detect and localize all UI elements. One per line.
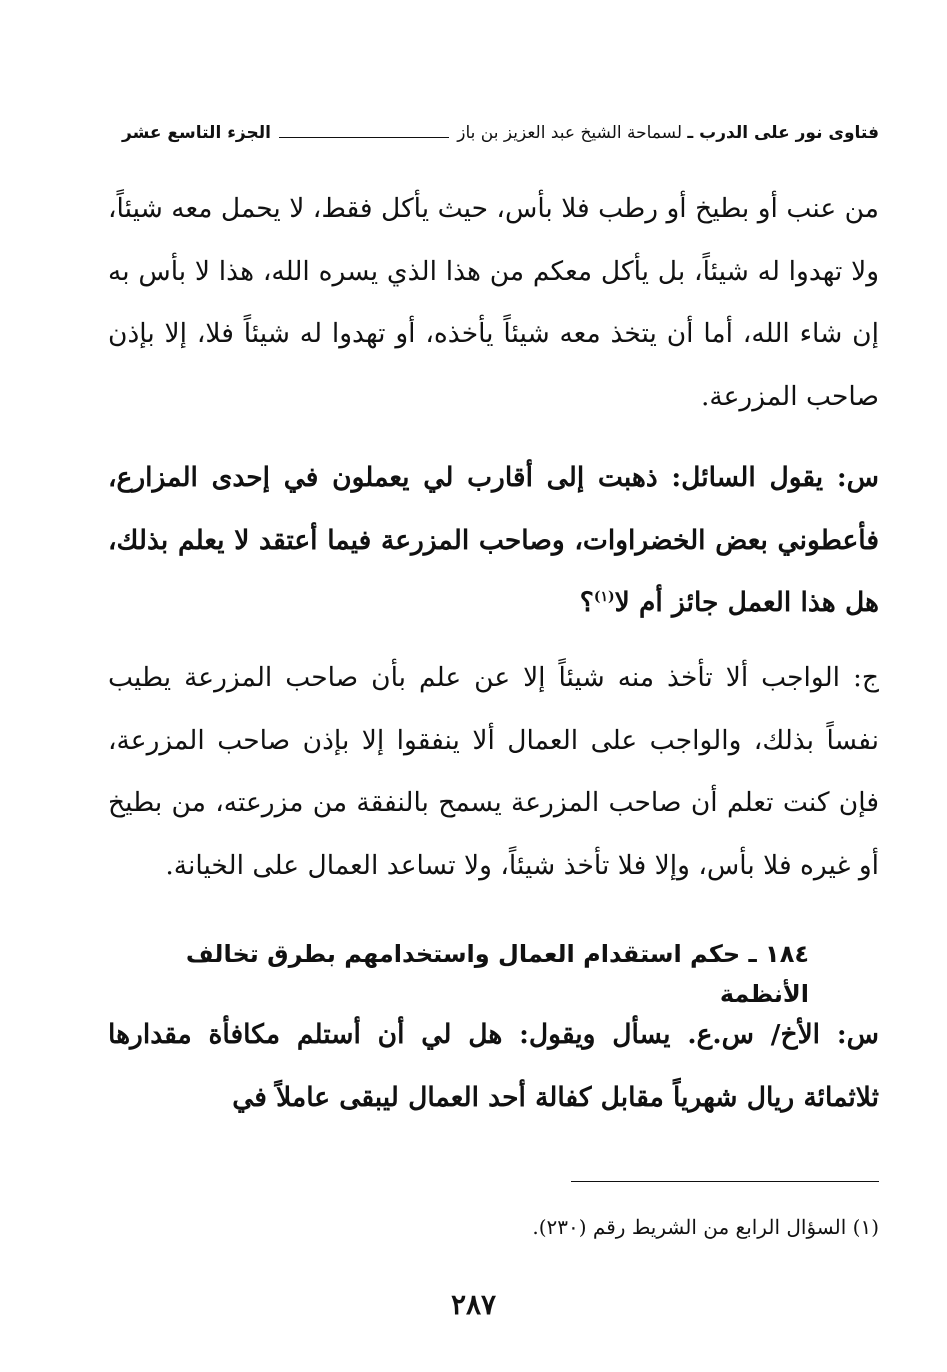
header-title-author	[457, 116, 879, 150]
question-1-mark: ؟	[579, 587, 594, 618]
answer-paragraph-1	[108, 647, 879, 897]
continuation-text: من عنب أو بطيخ أو رطب فلا بأس، حيث يأكل فقط، لا يحمل معه شيئاً، ولا تهدوا له شيئاً، بل يأكل معكم من هذا الذي يسره الله، هذا لا بأس به إن شاء الله، أما أن يتخذ معه شيئاً يأخذه، أو تهدوا له شيئاً فلا، إلا بإذن صاحب المزرعة.	[108, 193, 879, 412]
header-volume: الجزء التاسع عشر	[122, 123, 271, 143]
question-2-text: س: الأخ/ س.ع. يسأل ويقول: هل لي أن أستلم مكافأة مقدارها ثلاثمائة ريال شهرياً مقابل كفالة أحد العمال ليبقى عاملاً في	[108, 1019, 879, 1113]
header-book-title: فتاوى نور على الدرب ـ	[687, 123, 879, 143]
question-paragraph-2	[108, 1004, 879, 1129]
question-paragraph-1	[108, 447, 879, 635]
page-number: ٢٨٧	[450, 1288, 497, 1321]
footnote-rule	[571, 1181, 879, 1182]
running-header	[122, 116, 879, 150]
section-heading: ١٨٤ ـ حكم استقدام العمال واستخدامهم بطرق تخالف الأنظمة	[185, 940, 809, 1008]
footnote: (١) السؤال الرابع من الشريط رقم (٢٣٠).	[532, 1215, 879, 1239]
footnote-reference: (١)	[593, 589, 615, 606]
question-1	[108, 447, 879, 635]
answer-1-text: ج: الواجب ألا تأخذ منه شيئاً إلا عن علم بأن صاحب المزرعة يطيب نفساً بذلك، والواجب على العمال ألا ينفقوا إلا بإذن صاحب المزرعة، فإن كنت تعلم أن صاحب المزرعة يسمح بالنفقة من مزرعته، من بطيخ أو غيره فلا بأس، وإلا فلا تأخذ شيئاً، ولا تساعد العمال على الخيانة.	[108, 662, 879, 881]
header-author: لسماحة الشيخ عبد العزيز بن باز	[457, 123, 683, 143]
question-1-text: س: يقول السائل: ذهبت إلى أقارب لي يعملون في إحدى المزارع، فأعطوني بعض الخضراوات، وصاحب المزرعة فيما أعتقد لا يعلم بذلك، هل هذا العمل جائز أم لا	[108, 462, 879, 618]
header-rule	[279, 137, 449, 138]
continuation-paragraph	[108, 178, 879, 428]
